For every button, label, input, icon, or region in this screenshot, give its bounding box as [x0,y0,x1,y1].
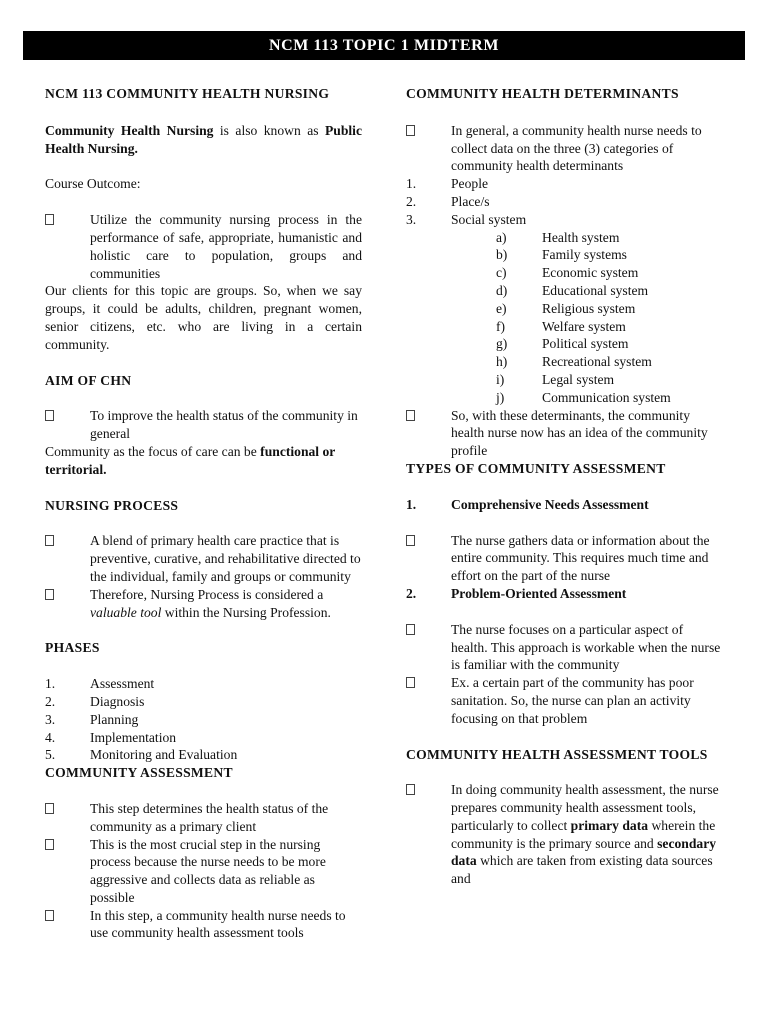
list-item: e) Religious system [496,300,636,316]
list-item: 1. Assessment [45,676,155,692]
course-outcome-label: Course Outcome: [45,176,141,192]
list-item: h) Recreational system [496,354,652,370]
list-item: 3. Social system [406,211,527,227]
intro-paragraph [45,122,362,158]
bullet-icon [45,586,57,604]
focus-text: Community as the focus of care can be [45,443,261,459]
np-bullet-2-emphasis: valuable tool [90,604,162,620]
type-2-bullets [406,621,723,728]
term-chn: Community Health Nursing [45,122,214,138]
np-bullet-2 [45,586,362,622]
right-column [406,85,723,888]
type-2-bullet-2: Ex. a certain part of the community has poor sanitation. So, the nurse can plan an activity focusing on that problem [406,674,723,727]
heading-community-assessment: COMMUNITY ASSESSMENT [45,765,233,781]
heading-assessment-tools: COMMUNITY HEALTH ASSESSMENT TOOLS [406,746,708,762]
list-item: 2. Diagnosis [45,693,145,709]
list-item: g) Political system [496,336,629,352]
bullet-icon [406,621,418,639]
list-item: a) Health system [496,229,620,245]
clients-paragraph: Our clients for this topic are groups. So, when we say groups, it could be adults, children, pregnant women, senior citizens, etc. who are living in a certain community. [45,283,362,352]
np-bullet-1-text: A blend of primary health care practice that is preventive, curative, and rehabilitative directed to the individual, family and groups or community [90,533,361,584]
focus-paragraph [45,443,362,479]
list-item: d) Educational system [496,282,649,298]
bullet-icon [406,407,418,425]
term-phn: Public Health Nursing. [45,122,362,156]
chd-bullet: In general, a community health nurse needs to collect data on the three (3) categories of community health determinants [406,122,723,175]
list-item: f) Welfare system [496,318,626,334]
np-bullet-1 [45,532,362,585]
list-item: 2. Place/s [406,193,490,209]
heading-phases: PHASES [45,640,100,656]
list-item: 4. Implementation [45,729,177,745]
bullet-icon [45,800,57,818]
outcome-text: Utilize the community nursing process in the performance of safe, appropriate, humanistic and holistic care to population, groups and communities [90,212,362,281]
bullet-icon [406,122,418,140]
bullet-icon [45,211,57,229]
determinant-categories-list [406,175,723,228]
tools-bullet: In doing community health assessment, the nurse prepares community health assessment tools, particularly to collect primary data wherein the community is the primary source and secondary data which are taken from existing data sources and [406,781,723,888]
type-1-heading: 1. Comprehensive Needs Assessment [406,496,649,512]
aim-text: To improve the health status of the community in general [90,408,358,442]
list-item: 1. People [406,176,488,192]
bullet-icon [45,532,57,550]
bullet-icon [406,532,418,550]
ca-bullet-1: This step determines the health status of the community as a primary client [45,800,362,836]
heading-community-health-nursing: NCM 113 COMMUNITY HEALTH NURSING [45,86,330,101]
intro-mid-text: is also known as [213,122,325,138]
list-item: i) Legal system [496,371,615,387]
social-systems-list [406,229,723,407]
bullet-icon [406,781,418,799]
list-item: b) Family systems [496,247,627,263]
ca-bullet-2: This is the most crucial step in the nursing process because the nurse needs to be more aggressive and collects data as reliable as possible [45,836,362,907]
list-item: 5. Monitoring and Evaluation [45,747,238,763]
ca-bullet-3: In this step, a community health nurse needs to use community health assessment tools [45,907,362,943]
heading-aim-of-chn: AIM OF CHN [45,372,132,388]
heading-types-of-assessment: TYPES OF COMMUNITY ASSESSMENT [406,460,666,476]
outcome-bullet [45,211,362,282]
list-item: c) Economic system [496,265,639,281]
document-title-banner: NCM 113 TOPIC 1 MIDTERM [23,31,745,60]
nursing-process-bullets [45,532,362,621]
list-item: j) Communication system [496,389,671,405]
bullet-icon [45,836,57,854]
aim-bullet [45,407,362,443]
community-assessment-bullets [45,800,362,942]
heading-nursing-process: NURSING PROCESS [45,497,179,513]
np-bullet-2-text-b: within the Nursing Profession. [161,604,331,620]
heading-community-health-determinants: COMMUNITY HEALTH DETERMINANTS [406,86,679,101]
chd-bullet-2: So, with these determinants, the community health nurse now has an idea of the community profile [406,407,723,460]
bullet-icon [45,407,57,425]
focus-bold: functional or territorial. [45,443,336,477]
list-item: 3. Planning [45,711,139,727]
type-1-bullet: The nurse gathers data or information about the entire community. This requires much time and effort on the part of the nurse [406,532,723,585]
bullet-icon [406,674,418,692]
phases-list [45,675,362,764]
type-2-bullet-1: The nurse focuses on a particular aspect of health. This approach is workable when the nurse is familiar with the community [406,621,723,674]
np-bullet-2-text-a: Therefore, Nursing Process is considered a [90,586,324,602]
bullet-icon [45,907,57,925]
left-column [45,85,362,942]
type-2-heading: 2. Problem-Oriented Assessment [406,585,627,601]
